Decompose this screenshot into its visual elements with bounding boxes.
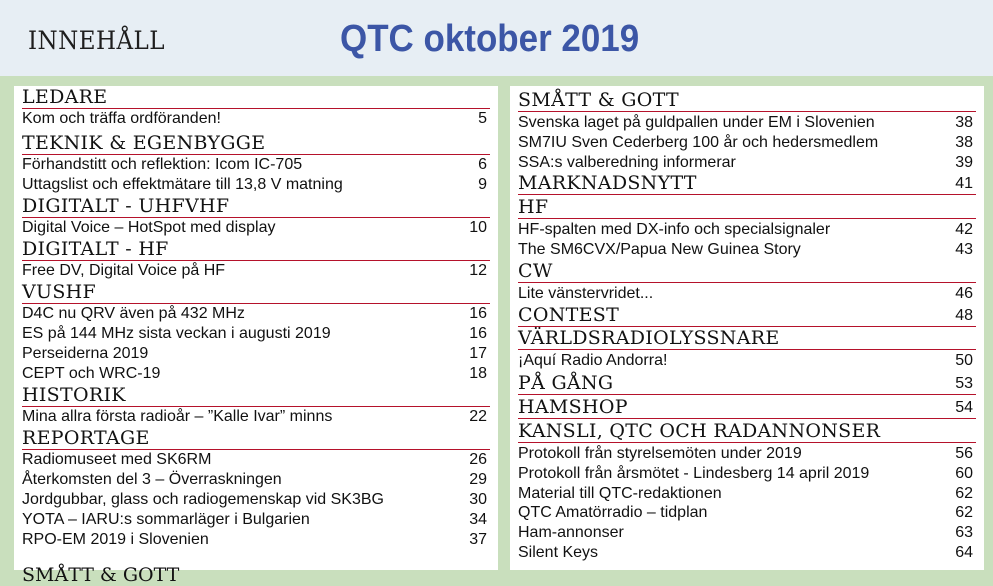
contents-entry [22, 510, 490, 530]
contents-entry [22, 304, 490, 324]
entry-page-number: 26 [469, 451, 487, 468]
entry-title: The SM6CVX/Papua New Guinea Story [518, 240, 801, 258]
entry-title: Silent Keys [518, 544, 599, 561]
entry-page-number: 38 [955, 133, 973, 151]
entry-page-number: 12 [469, 262, 487, 279]
entry-page-number: 6 [478, 156, 487, 173]
contents-entry [518, 543, 976, 563]
contents-entry [22, 450, 490, 470]
section-heading-historik [22, 384, 490, 407]
contents-entry [22, 344, 490, 364]
entry-title: Svenska laget på guldpallen under EM i Slovenien [518, 114, 875, 131]
entry-title: QTC Amatörradio – tidplan [518, 504, 708, 522]
cut-off-heading-text: SMÅTT & GOTT [22, 564, 180, 586]
section-title: VÄRLDSRADIOLYSSNARE [518, 327, 780, 349]
header-bar [0, 0, 993, 76]
entry-title: Protokoll från årsmötet - Lindesberg 14 april 2019 [518, 464, 870, 482]
contents-heading: INNEHÅLL [28, 26, 166, 55]
section-heading-kansli-qtc-och-radannonser [518, 420, 976, 443]
entry-page-number: 60 [955, 464, 973, 482]
section-heading-digitalt-hf [22, 238, 490, 261]
entry-title: Material till QTC-redaktionen [518, 484, 722, 502]
contents-entry [518, 351, 976, 371]
entry-page-number: 62 [955, 504, 973, 522]
entry-title: Digital Voice – HotSpot med display [22, 219, 276, 236]
contents-entry [518, 220, 976, 240]
entry-title: Kom och träffa ordföranden! [22, 110, 221, 127]
entry-title: HF-spalten med DX-info och specialsignaler [518, 221, 831, 238]
entry-page-number: 16 [469, 305, 487, 322]
entry-page-number: 22 [469, 408, 487, 425]
section-heading-hf [518, 196, 976, 219]
section-title: SMÅTT & GOTT [518, 89, 679, 111]
section-heading-reportage [22, 427, 490, 450]
entry-page-number: 34 [469, 511, 487, 529]
entry-page-number: 29 [469, 471, 487, 489]
contents-entry [518, 133, 976, 153]
contents-entry [22, 407, 490, 427]
cut-off-section-heading [22, 564, 222, 586]
entry-page-number: 50 [955, 352, 973, 369]
section-heading-contest [518, 304, 976, 327]
section-heading-smått-gott [518, 89, 976, 112]
entry-page-number: 64 [955, 544, 973, 561]
contents-entry [518, 464, 976, 484]
section-heading-marknadsnytt [518, 172, 976, 195]
contents-entry [518, 113, 976, 133]
entry-title: ¡Aquí Radio Andorra! [518, 352, 668, 369]
contents-entry [518, 523, 976, 543]
entry-page-number: 42 [955, 221, 973, 238]
entry-page-number: 62 [955, 484, 973, 502]
section-title: HF [518, 196, 549, 218]
entry-page-number: 56 [955, 445, 973, 462]
section-title: HAMSHOP [518, 396, 628, 418]
entry-title: CEPT och WRC-19 [22, 365, 161, 383]
entry-page-number: 37 [469, 531, 487, 549]
section-heading-hamshop [518, 396, 976, 419]
section-title: DIGITALT - UHFVHF [22, 195, 230, 217]
entry-title: YOTA – IARU:s sommarläger i Bulgarien [22, 511, 310, 529]
contents-entry [22, 490, 490, 510]
section-heading-världsradiolyssnare [518, 327, 976, 350]
entry-page-number: 16 [469, 325, 487, 343]
section-title: VUSHF [22, 281, 97, 303]
entry-page-number: 17 [469, 345, 487, 363]
entry-page-number: 10 [469, 219, 487, 236]
entry-title: Jordgubbar, glass och radiogemenskap vid SK3BG [22, 491, 384, 509]
section-title: MARKNADSNYTT [518, 172, 697, 194]
contents-entry [518, 153, 976, 173]
entry-page-number: 43 [955, 240, 973, 258]
contents-entry [22, 155, 490, 175]
section-heading-teknik-egenbygge [22, 132, 490, 155]
entry-title: SM7IU Sven Cederberg 100 år och hedersmedlem [518, 133, 879, 151]
entry-page-number: 30 [469, 491, 487, 509]
issue-title: QTC oktober 2019 [340, 18, 640, 60]
section-title: PÅ GÅNG [518, 372, 614, 394]
section-page-number: 48 [955, 307, 973, 324]
entry-title: ES på 144 MHz sista veckan i augusti 2019 [22, 325, 331, 343]
contents-entry [22, 218, 490, 238]
section-title: TEKNIK & EGENBYGGE [22, 132, 266, 154]
contents-entry [518, 284, 976, 304]
entry-title: Uttagslist och effektmätare till 13,8 V matning [22, 176, 343, 194]
entry-page-number: 18 [469, 365, 487, 383]
entry-title: Förhandstitt och reflektion: Icom IC-705 [22, 156, 303, 173]
section-page-number: 53 [955, 375, 973, 392]
section-heading-vushf [22, 281, 490, 304]
contents-entry [518, 240, 976, 260]
entry-title: Lite vänstervridet... [518, 285, 654, 302]
entry-title: Mina allra första radioår – ”Kalle Ivar” minns [22, 408, 333, 425]
section-heading-digitalt-uhfvhf [22, 195, 490, 218]
entry-title: RPO-EM 2019 i Slovenien [22, 531, 209, 549]
entry-title: Perseiderna 2019 [22, 345, 149, 363]
section-title: DIGITALT - HF [22, 238, 169, 260]
section-heading-ledare [22, 86, 490, 109]
section-title: CW [518, 260, 553, 282]
section-title: LEDARE [22, 86, 108, 108]
contents-entry [518, 444, 976, 464]
section-title: CONTEST [518, 304, 620, 326]
entry-page-number: 46 [955, 285, 973, 302]
entry-title: Återkomsten del 3 – Överraskningen [22, 471, 282, 489]
entry-page-number: 9 [478, 176, 487, 194]
entry-page-number: 38 [955, 114, 973, 131]
contents-entry [518, 484, 976, 504]
entry-page-number: 5 [478, 110, 487, 127]
entry-page-number: 63 [955, 524, 973, 542]
entry-title: SSA:s valberedning informerar [518, 153, 736, 171]
entry-title: Protokoll från styrelsemöten under 2019 [518, 445, 802, 462]
section-heading-cw [518, 260, 976, 283]
section-page-number: 54 [955, 399, 973, 416]
entry-title: D4C nu QRV även på 432 MHz [22, 305, 245, 322]
contents-entry [22, 470, 490, 490]
section-heading-på-gång [518, 372, 976, 395]
entry-title: Ham-annonser [518, 524, 624, 542]
section-page-number: 41 [955, 175, 973, 192]
contents-entry [22, 175, 490, 195]
section-title: HISTORIK [22, 384, 126, 406]
entry-title: Radiomuseet med SK6RM [22, 451, 212, 468]
entry-title: Free DV, Digital Voice på HF [22, 262, 226, 279]
section-title: KANSLI, QTC OCH RADANNONSER [518, 420, 881, 442]
contents-entry [22, 261, 490, 281]
entry-page-number: 39 [955, 153, 973, 171]
contents-entry [22, 109, 490, 129]
contents-panel-left [14, 86, 498, 586]
contents-entry [22, 364, 490, 384]
contents-entry [22, 530, 490, 550]
contents-entry [22, 324, 490, 344]
contents-entry [518, 503, 976, 523]
contents-panel-right [510, 86, 984, 570]
section-title: REPORTAGE [22, 427, 150, 449]
